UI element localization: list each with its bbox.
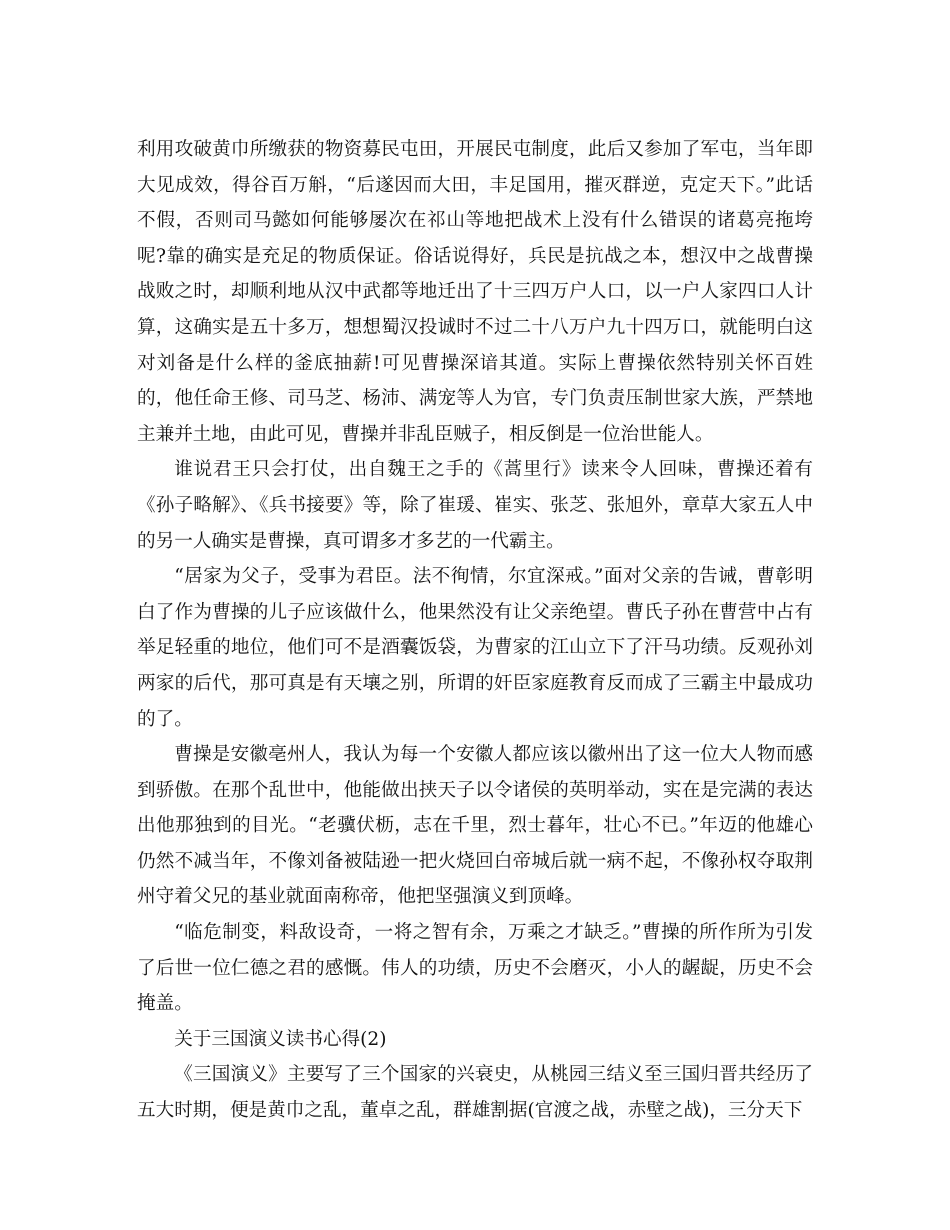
- paragraph-5: “临危制变，料敌设奇，一将之智有余，万乘之才缺乏。”曹操的所作所为引发了后世一位仁德之君的感慨。伟人的功绩，历史不会磨灭，小人的龌龊，历史不会掩盖。: [137, 922, 813, 1015]
- paragraph-4: 曹操是安徽亳州人，我认为每一个安徽人都应该以徽州出了这一位大人物而感到骄傲。在那个乱世中，他能做出挟天子以令诸侯的英明举动，实在是完满的表达出他那独到的目光。“老骥伏枥，志在千里，烈士暮年，壮心不已。”年迈的他雄心仍然不减当年，不像刘备被陆逊一把火烧回白帝城后就一病不起，不像孙权夺取荆州守着父兄的基业就面南称帝，他把坚强演义到顶峰。: [137, 744, 813, 908]
- closing-paragraph: 《三国演义》主要写了三个国家的兴衰史，从桃园三结义至三国归晋共经历了五大时期，便是黄巾之乱，董卓之乱，群雄割据(官渡之战，赤壁之战)，三分天下: [137, 1064, 813, 1122]
- paragraph-1: 利用攻破黄巾所缴获的物资募民屯田，开展民屯制度，此后又参加了军屯，当年即大见成效，得谷百万斛，“后遂因而大田，丰足国用，摧灭群逆，克定天下。”此话不假，否则司马懿如何能够屡次在祁山等地把战术上没有什么错误的诸葛亮拖垮呢?靠的确实是充足的物质保证。俗话说得好，兵民是抗战之本，想汉中之战曹操战败之时，却顺利地从汉中武都等地迁出了十三四万户人口，以一户人家四口人计算，这确实是五十多万，想想蜀汉投诚时不过二十八万户九十四万口，就能明白这对刘备是什么样的釜底抽薪!可见曹操深谙其道。实际上曹操依然特别关怀百姓的，他任命王修、司马芝、杨沛、满宠等人为官，专门负责压制世家大族，严禁地主兼并土地，由此可见，曹操并非乱臣贼子，相反倒是一位治世能人。: [137, 139, 813, 445]
- document-page: [137, 132, 813, 1129]
- paragraph-3: “居家为父子，受事为君臣。法不徇情，尔宜深戒。”面对父亲的告诫，曹彰明白了作为曹操的儿子应该做什么，他果然没有让父亲绝望。曹氏子孙在曹营中占有举足轻重的地位，他们可不是酒囊饭袋，为曹家的江山立下了汗马功绩。反观孙刘两家的后代，那可真是有天壤之别，所谓的奸臣家庭教育反而成了三霸主中最成功的了。: [137, 566, 813, 730]
- paragraph-2: 谁说君王只会打仗，出自魏王之手的《蒿里行》读来令人回味，曹操还着有《孙子略解》、《兵书接要》等，除了崔瑗、崔实、张芝、张旭外，章草大家五人中的另一人确实是曹操，真可谓多才多艺的一代霸主。: [137, 459, 813, 552]
- section-heading: 关于三国演义读书心得(2): [174, 1028, 387, 1050]
